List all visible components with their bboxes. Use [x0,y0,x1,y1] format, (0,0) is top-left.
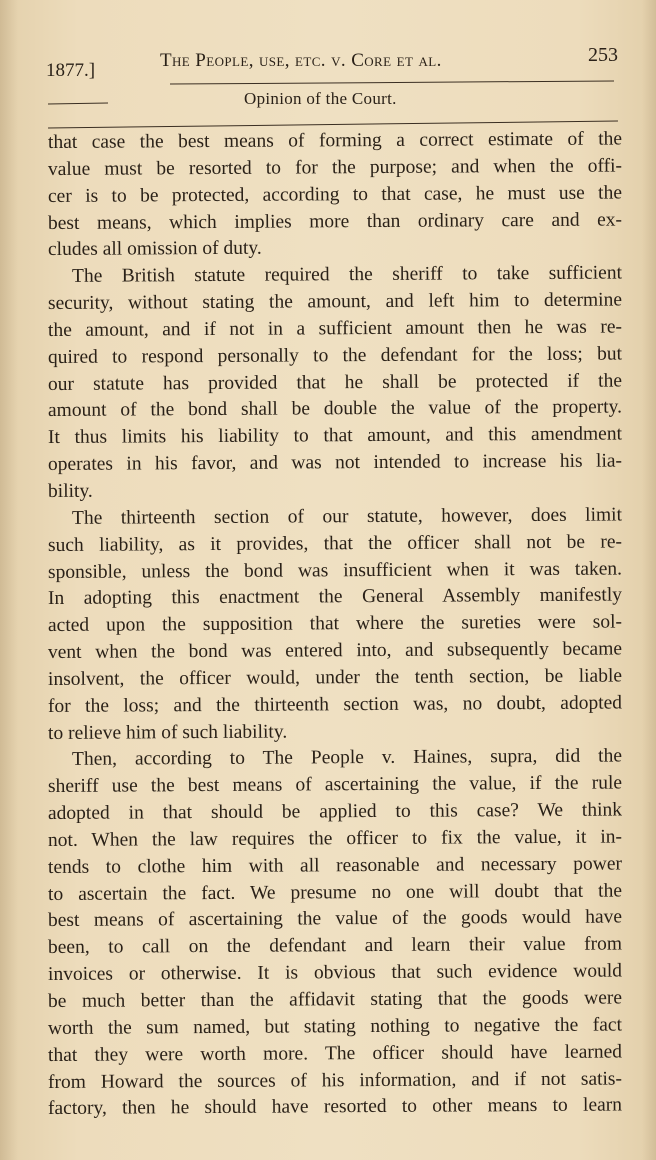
text-line: amount of the bond shall be double the value of the property. [47,396,623,422]
text-line: The thirteenth section of our statute, however, does limit [71,504,623,529]
text-line: value must be resorted to for the purpose; and when the offi- [47,155,623,180]
text-line: adopted in that should be applied to this case? We think [47,799,623,825]
text-line: security, without stating the amount, and left him to determine [47,289,623,315]
section-heading: Opinion of the Court. [244,89,397,108]
text-line: In adopting this enactment the General Assembly manifestly [47,584,623,610]
text-line: bility. [47,480,93,502]
text-line: that case the best means of forming a correct estimate of the [47,128,623,153]
text-line: operates in his favor, and was not intended to increase his lia- [47,450,623,476]
text-line: sponsible, unless the bond was insufficient when it was taken. [47,557,623,583]
text-line: such liability, as it provides, that the officer shall not be re- [47,531,623,556]
text-line: the amount, and if not in a sufficient amount then he was re- [47,316,623,341]
text-line: that they were worth more. The officer should have learned [47,1041,623,1066]
text-line: best means of ascertaining the value of the goods would have [47,906,623,932]
text-line: vent when the bond was entered into, and subsequently became [47,638,623,664]
text-line: quired to respond personally to the defendant for the loss; but [47,343,623,368]
text-line: cludes all omission of duty. [47,238,262,261]
text-line: to relieve him of such liability. [47,721,288,744]
text-line: be much better than the affidavit stating that the goods were [47,987,623,1012]
page-edge-shadow [642,0,656,1160]
running-head-year: 1877.] [46,60,96,81]
text-line: invoices or otherwise. It is obvious that such evidence would [47,960,623,986]
text-line: for the loss; and the thirteenth section was, no doubt, adopted [47,692,623,717]
text-line: It thus limits his liability to that amount, and this amendment [47,423,623,449]
text-line: to ascertain the fact. We presume no one will doubt that the [47,880,623,905]
text-line: been, to call on the defendant and learn their value from [47,933,623,959]
running-head-title: The People, use, etc. v. Core et al. [160,50,442,71]
text-line: cer is to be protected, according to that case, he must use the [47,182,623,207]
page-gutter-shadow [0,0,18,1160]
text-line: acted upon the supposition that where the sureties were sol- [47,611,623,637]
text-line: not. When the law requires the officer to fix the value, it in- [47,826,623,851]
running-head [44,44,620,84]
text-line: from Howard the sources of his information, and if not satis- [47,1068,623,1093]
text-line: insolvent, the officer would, under the tenth section, be liable [47,665,623,690]
page-number: 253 [588,44,618,66]
section-rule-left [48,103,108,105]
opinion-body-text [48,130,622,1123]
text-line: best means, which implies more than ordinary care and ex- [47,209,623,234]
text-line: our statute has provided that he shall be protected if the [47,370,623,395]
text-line: worth the sum named, but stating nothing to negative the fact [47,1014,623,1039]
text-line: tends to clothe him with all reasonable and necessary power [47,853,623,878]
text-line: sheriff use the best means of ascertaining the value, if the rule [47,772,623,798]
text-line: factory, then he should have resorted to other means to learn [47,1094,623,1120]
text-line: The British statute required the sheriff to take sufficient [71,262,623,288]
text-line: Then, according to The People v. Haines, supra, did the [71,745,623,771]
